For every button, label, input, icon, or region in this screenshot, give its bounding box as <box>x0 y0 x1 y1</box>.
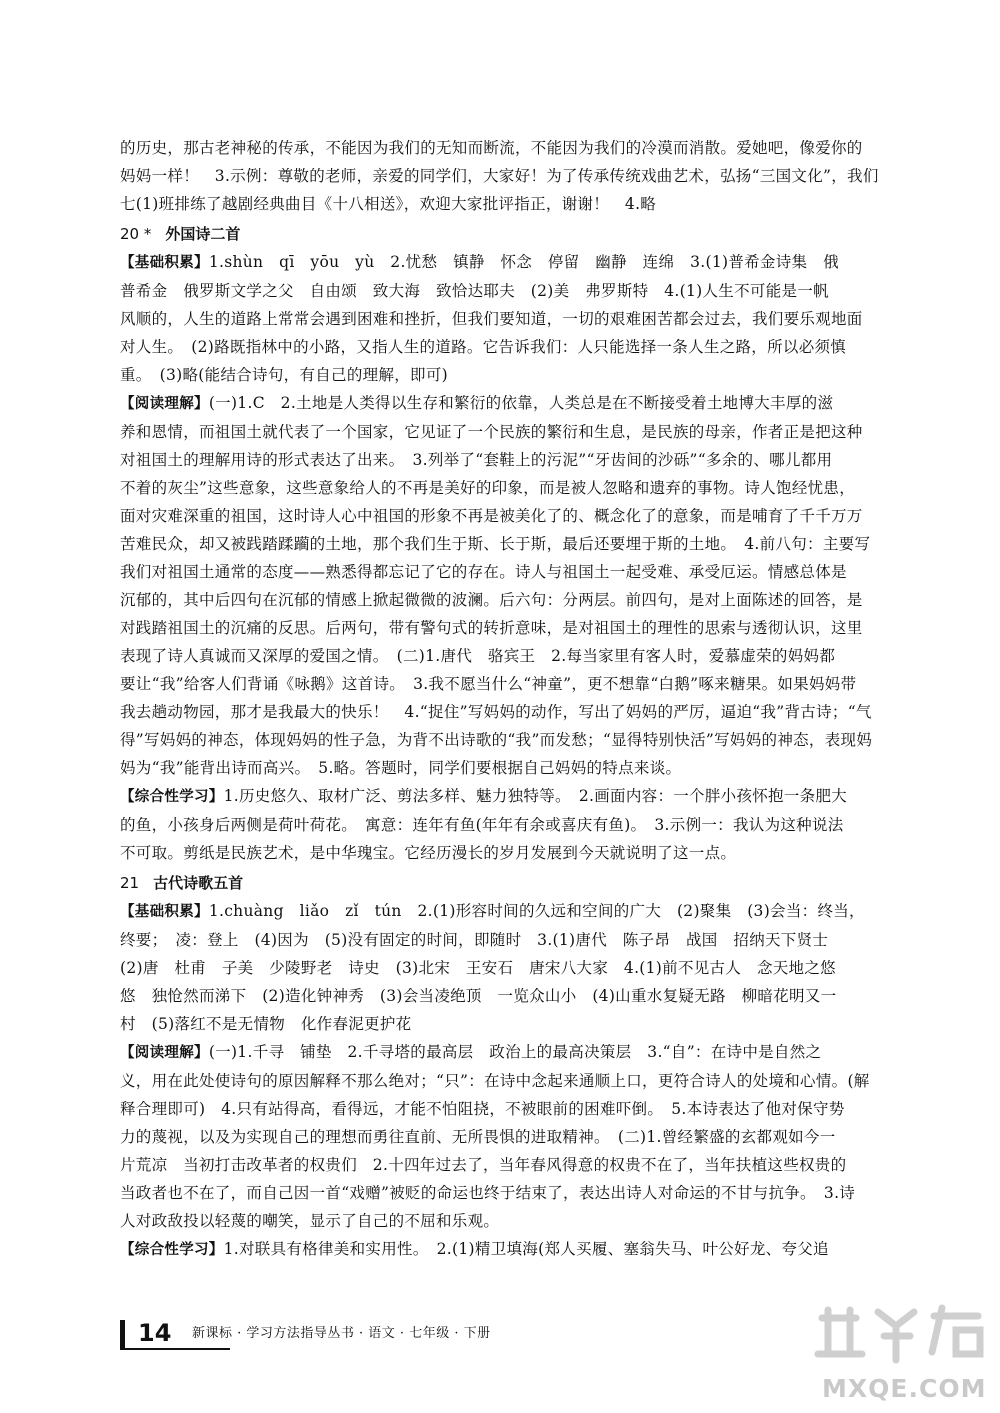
answer-page <box>120 134 882 1264</box>
text-line: 对祖国土的理解用诗的形式表达了出来。 3.列举了“套鞋上的污泥”“牙齿间的沙砾”“多余的、哪儿都用 <box>120 451 833 469</box>
section-tag: 【基础积累】 <box>120 904 209 920</box>
text-line: 【综合性学习】1.对联具有格律美和实用性。 2.(1)精卫填海(郑人买履、塞翁失马、叶公好龙、夸父追 <box>120 1240 829 1258</box>
text-line: 要让“我”给客人们背诵《咏鹅》这首诗。 3.我不愿当什么“神童”，更不想靠“白鹅”啄来糖果。如果妈妈带 <box>120 675 857 693</box>
text-line: 义，用在此处使诗句的原因解释不那么绝对；“只”：在诗中念起来通顺上口，更符合诗人的处境和心情。(解 <box>120 1072 870 1090</box>
text-line: 悠 独怆然而涕下 (2)造化钟神秀 (3)会当凌绝顶 一览众山小 (4)山重水复疑无路 柳暗花明又一 <box>120 987 837 1005</box>
text-line: 我们对祖国土通常的态度——熟悉得都忘记了它的存在。诗人与祖国土一起受难、承受厄运。情感总体是 <box>120 563 847 581</box>
text-line: 表现了诗人真诚而又深厚的爱国之情。 (二)1.唐代 骆宾王 2.每当家里有客人时，爱慕虚荣的妈妈都 <box>120 647 836 665</box>
text-line: 【综合性学习】1.历史悠久、取材广泛、剪法多样、魅力独特等。 2.画面内容：一个胖小孩怀抱一条肥大 <box>120 787 848 805</box>
lesson-number: 21 <box>120 874 140 892</box>
text-line: 面对灾难深重的祖国，这时诗人心中祖国的形象不再是被美化了的、概念化了的意象，而是哺育了千千万万 <box>120 507 863 525</box>
lesson-title: 外国诗二首 <box>165 225 241 243</box>
lesson-20-heading <box>120 220 882 248</box>
watermark-logo-icon <box>808 1296 998 1376</box>
text-line: 不可取。剪纸是民族艺术，是中华瑰宝。它经历漫长的岁月发展到今天就说明了这一点。 <box>120 844 737 862</box>
text-line: 苦难民众，却又被践踏蹂躏的土地，那个我们生于斯、长于斯，最后还要埋于斯的土地。 4.前八句：主要写 <box>120 535 871 553</box>
text-line: 七(1)班排练了越剧经典曲目《十八相送》，欢迎大家批评指正，谢谢！ 4.略 <box>120 195 657 213</box>
text-line: 的历史，那古老神秘的传承，不能因为我们的无知而断流，不能因为我们的冷漠而消散。爱她吧，像爱你的 <box>120 139 863 157</box>
lesson-number: 20 * <box>120 225 152 243</box>
text-line: 不着的灰尘”这些意象，这些意象给人的不再是美好的印象，而是被人忽略和遗弃的事物。诗人饱经忧患， <box>120 479 856 497</box>
section-tag: 【阅读理解】 <box>120 1045 209 1061</box>
text-line: 力的蔑视，以及为实现自己的理想而勇往直前、无所畏惧的进取精神。 (二)1.曾经繁盛的玄都观如今一 <box>120 1128 836 1146</box>
text-line: 得”写妈妈的神态，体现妈妈的性子急，为背不出诗歌的“我”而发愁；“显得特别快活”写妈妈的神态，表现妈 <box>120 731 873 749</box>
text-line: 对践踏祖国土的沉痛的反思。后两句，带有警句式的转折意味，是对祖国土的理性的思索与透彻认识，这里 <box>120 619 863 637</box>
text-line: 【基础积累】1.shùn qī yōu yù 2.忧愁 镇静 怀念 停留 幽静 连绵 3.(1)普希金诗集 俄 <box>120 253 839 271</box>
lesson-21-heading <box>120 869 882 897</box>
lesson-20-reading <box>120 389 882 782</box>
section-tag: 【综合性学习】 <box>120 1242 224 1258</box>
lesson-20-comprehensive <box>120 782 882 867</box>
text-line: 沉郁的，其中后四句在沉郁的情感上掀起微微的波澜。后六句：分两层。前四句，是对上面陈述的回答，是 <box>120 591 863 609</box>
lesson-21-reading <box>120 1038 882 1235</box>
lesson-20-basic <box>120 248 882 389</box>
lesson-title: 古代诗歌五首 <box>153 874 244 892</box>
text-line: 的鱼，小孩身后两侧是荷叶荷花。 寓意：连年有鱼(年年有余或喜庆有鱼)。 3.示例一：我认为这种说法 <box>120 816 844 834</box>
text-line: 【阅读理解】(一)1.千寻 铺垫 2.千寻塔的最高层 政治上的最高决策层 3.“自”：在诗中是自然之 <box>120 1043 822 1061</box>
text-line: 释合理即可) 4.只有站得高，看得远，才能不怕阻挠，不被眼前的困难吓倒。 5.本诗表达了他对保守势 <box>120 1100 845 1118</box>
text-line: 妈为“我”能背出诗而高兴。 5.略。答题时，同学们要根据自己妈妈的特点来谈。 <box>120 759 682 777</box>
page-number: 14 <box>138 1319 172 1347</box>
section-tag: 【综合性学习】 <box>120 789 224 805</box>
text-line: 养和恩情，而祖国土就代表了一个国家，它见证了一个民族的繁衍和生息，是民族的母亲，作者正是把这种 <box>120 423 863 441</box>
text-line: 人对政敌投以轻蔑的嘲笑，显示了自己的不屈和乐观。 <box>120 1212 500 1230</box>
watermark-text: MXQE.COM <box>822 1374 987 1403</box>
footer-bar <box>120 1320 125 1348</box>
watermark <box>808 1296 998 1406</box>
page-footer <box>120 1318 880 1348</box>
intro-paragraph <box>120 134 882 218</box>
text-line: 对人生。 (2)路既指林中的小路，又指人生的道路。它告诉我们：人只能选择一条人生之路，所以必须慎 <box>120 338 847 356</box>
section-tag: 【基础积累】 <box>120 255 209 271</box>
text-line: 终要； 凌：登上 (4)因为 (5)没有固定的时间，即随时 3.(1)唐代 陈子昂 战国 招纳天下贤士 <box>120 931 829 949</box>
text-line: 【阅读理解】(一)1.C 2.土地是人类得以生存和繁衍的依靠，人类总是在不断接受着土地博大丰厚的滋 <box>120 394 834 412</box>
text-line: 重。 (3)略(能结合诗句，有自己的理解，即可) <box>120 366 449 384</box>
text-line: 【基础积累】1.chuàng liǎo zǐ tún 2.(1)形容时间的久远和空间的广大 (2)聚集 (3)会当：终当， <box>120 902 865 920</box>
text-line: 片荒凉 当初打击改革者的权贵们 2.十四年过去了，当年春风得意的权贵不在了，当年扶植这些权贵的 <box>120 1156 847 1174</box>
text-line: 妈妈一样！ 3.示例：尊敬的老师，亲爱的同学们，大家好！为了传承传统戏曲艺术，弘扬“三国文化”，我们 <box>120 167 879 185</box>
text-line: 我去趟动物园，那才是我最大的快乐！ 4.“捉住”写妈妈的动作，写出了妈妈的严厉，逼迫“我”背古诗；“气 <box>120 703 872 721</box>
section-tag: 【阅读理解】 <box>120 396 209 412</box>
text-line: 当政者也不在了，而自己因一首“戏赠”被贬的命运也终于结束了，表达出诗人对命运的不甘与抗争。 3.诗 <box>120 1184 856 1202</box>
lesson-21-basic <box>120 897 882 1038</box>
series-title: 新课标 · 学习方法指导丛书 · 语文 · 七年级 · 下册 <box>192 1326 491 1341</box>
text-line: (2)唐 杜甫 子美 少陵野老 诗史 (3)北宋 王安石 唐宋八大家 4.(1)前不见古人 念天地之悠 <box>120 959 836 977</box>
text-line: 普希金 俄罗斯文学之父 自由颂 致大海 致恰达耶夫 (2)美 弗罗斯特 4.(1)人生不可能是一帆 <box>120 282 829 300</box>
lesson-21-comprehensive <box>120 1235 882 1264</box>
footer-rule <box>120 1348 230 1350</box>
text-line: 风顺的，人生的道路上常常会遇到困难和挫折，但我们要知道，一切的艰难困苦都会过去，我们要乐观地面 <box>120 310 863 328</box>
text-line: 村 (5)落红不是无情物 化作春泥更护花 <box>120 1015 412 1033</box>
